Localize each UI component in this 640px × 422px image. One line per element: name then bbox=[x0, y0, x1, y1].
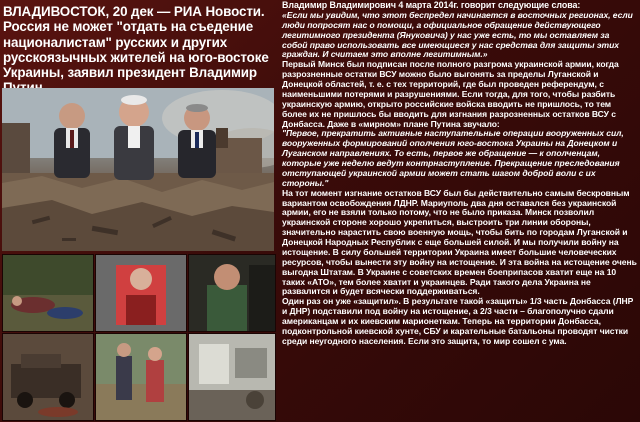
main-photo-ruins-with-leaders bbox=[2, 88, 274, 251]
article-text bbox=[282, 1, 637, 421]
leader-figure-left bbox=[54, 103, 90, 178]
putin-quote: «Если мы увидим, что этот беспредел начинается в восточных регионах, если люди попросят нас о помощи, а официальное обращение действующего легитимного президента (Януковича) у нас уже есть, то мы оставляем за собой право использовать все имеющиеся у нас средства для защиты этих граждан. И считаем это вполне легитимным.» bbox=[282, 9, 633, 60]
lead-line: Владимир Владимирович 4 марта 2014г. говорит следующие слова: bbox=[282, 0, 581, 10]
paragraph-3: На тот момент изгнание остатков ВСУ был бы действительно самым бескровным вариантом освобождения ЛДНР. Мариуполь два дня оставался без украинской армии, его не взяли только потому, что не было приказа. Минск позволил украинской стороне хорошо укрепиться, выстроить три линии обороны, значительно нарастить свою военную мощь, чтобы бить по городам Луганской и Донецкой Народных Республик с еще большей силой. И мы получили войну на истощение. В силу большей территории Украина имеет большие человеческих ресурсов, чтобы вынести эту войну на истощение. И эта война на истощение очень выгодна Штатам. В Украине с советских времен боеприпасов хватит еще на 10 таких «АТО», тем более хватит и украинцев. Ради такого дела Украина не развалится и будет всячески поддерживаться. bbox=[282, 187, 637, 297]
photo-people-carrying-wounded bbox=[95, 333, 187, 421]
photo-victims-on-ground bbox=[2, 254, 94, 332]
paragraph-4: Один раз он уже «защитил». В результате такой «защиты» 1/3 часть Донбасса (ЛНР и ДНР) подставили под войну на истощение, а 2/3 части – благополучно сдали американцам и их киевским марионеткам. Теперь на территории Донбасса, подконтрольной киевской хунте, СБУ и карательные батальоны проводят чистки среди неугодного населения. Если это защита, то мир сошел с ума. bbox=[282, 296, 634, 346]
photo-grid bbox=[2, 254, 274, 420]
paragraph-1: Первый Минск был подписан после полного разгрома украинской армии, когда разрозненные остатки ВСУ можно было выгонять за пределы Луганской и Донецкой областей, т. е. с тех территорий, где был проведен референдум, с наименьшими потерями и разрушениями. Если тогда, для того, чтобы разбить украинскую армию, открыто российские войска вводить не пришлось, то тем более их не пришлось бы вводить для изгнания разрозненных остатков ВСУ с Донбасса. Даже в «мирном» плане Путина звучало: bbox=[282, 59, 619, 129]
leader-figure-center bbox=[114, 95, 154, 180]
photo-wounded-woman bbox=[95, 254, 187, 332]
left-column bbox=[0, 0, 276, 422]
peace-plan-quote: "Первое, прекратить активные наступательные операции вооруженных сил, вооруженных формирований ополчения юго-востока Украины на Донецком и Луганском направлениях. То есть, первое же обращение — к ополченцам, которые уже неделю ведут контрнаступление. Прекращение преследования отступающей украинской армии может стать шагом доброй воли с их стороны." bbox=[282, 128, 624, 188]
headline: ВЛАДИВОСТОК, 20 дек — РИА Новости. Россия не может "отдать на съедение националистам" русских и других русскоязычных жителей на юго-востоке Украины, заявил президент Владимир bbox=[3, 4, 269, 81]
photo-destroyed-vehicle bbox=[2, 333, 94, 421]
photo-damaged-interior bbox=[188, 333, 276, 421]
photo-man-in-distress bbox=[188, 254, 276, 332]
